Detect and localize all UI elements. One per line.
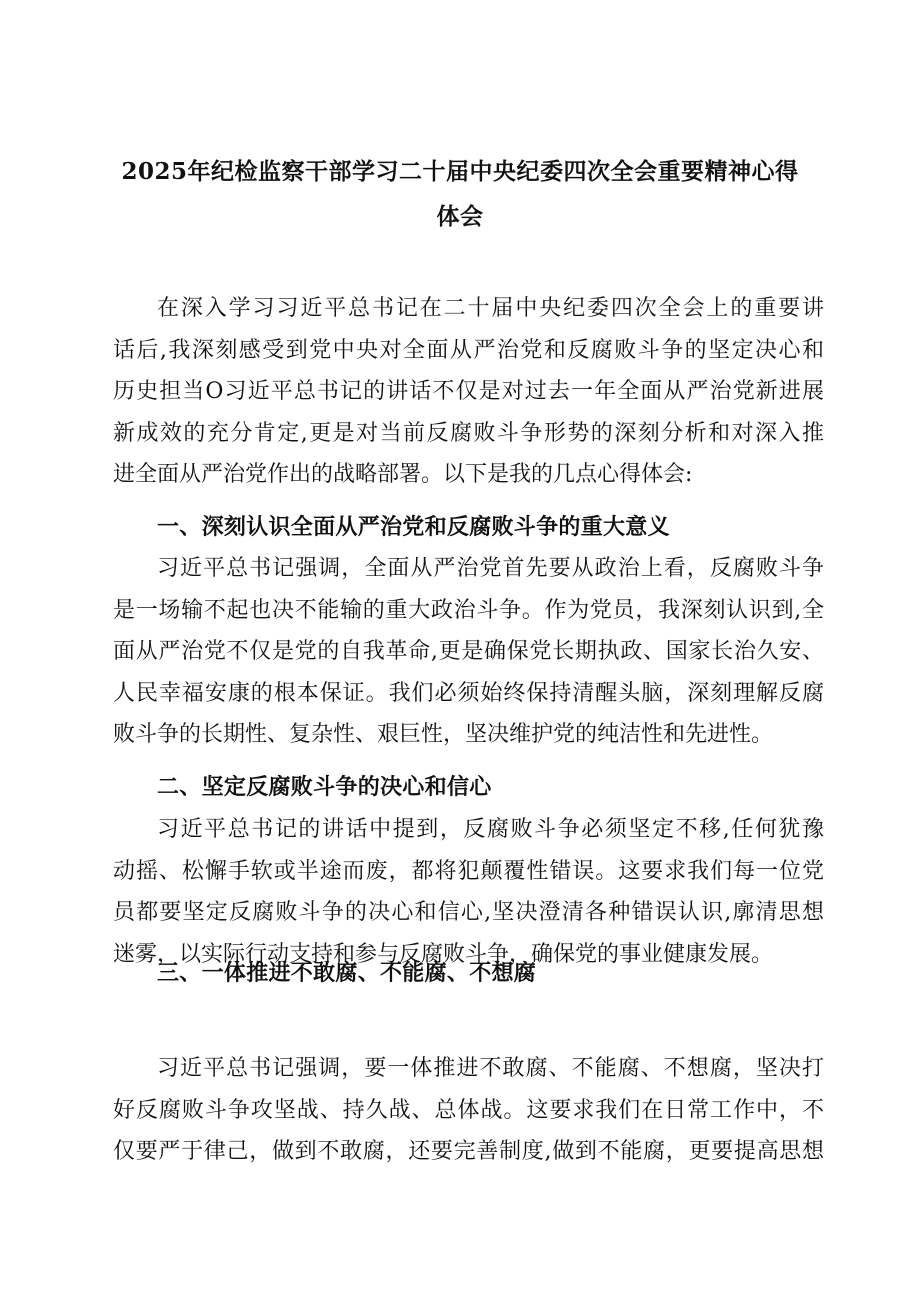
paragraph-line: 习近平总书记强调，要一体推进不敢腐、不能腐、不想腐，坚决打: [157, 1056, 824, 1081]
paragraph-intro: [113, 288, 824, 496]
paragraph-section-3: [113, 1048, 824, 1173]
paragraph-line: 迷雾，以实际行动支持和参与反腐败斗争，确保党的事业健康发展。: [113, 941, 774, 967]
paragraph-line: 习近平总书记强调，全面从严治党首先要从政治上看，反腐败斗争: [157, 556, 824, 581]
paragraph-line: 习近平总书记的讲话中提到，反腐败斗争必须坚定不移,任何犹豫: [157, 817, 824, 842]
section-heading-3: 三、一体推进不敢腐、不能腐、不想腐: [157, 960, 537, 986]
paragraph-line: 好反腐败斗争攻坚战、持久战、总体战。这要求我们在日常工作中，不: [113, 1097, 824, 1123]
document-title-line-2: 体会: [436, 203, 484, 230]
paragraph-line: 员都要坚定反腐败斗争的决心和信心,坚决澄清各种错误认识,廓清思想: [113, 900, 824, 926]
section-heading-2: 二、坚定反腐败斗争的决心和信心: [157, 774, 492, 800]
paragraph-line: 在深入学习习近平总书记在二十届中央纪委四次全会上的重要讲: [157, 296, 824, 321]
paragraph-line: 历史担当O习近平总书记的讲话不仅是对过去一年全面从严治党新进展: [113, 379, 824, 405]
paragraph-section-2: [113, 809, 824, 975]
section-heading-1: 一、深刻认识全面从严治党和反腐败斗争的重大意义: [157, 514, 670, 540]
paragraph-line: 败斗争的长期性、复杂性、艰巨性，坚决维护党的纯洁性和先进性。: [113, 722, 774, 748]
paragraph-line: 是一场输不起也决不能输的重大政治斗争。作为党员，我深刻认识到,全: [113, 597, 824, 623]
paragraph-line: 动摇、松懈手软或半途而废，都将犯颠覆性错误。这要求我们每一位党: [113, 858, 824, 884]
paragraph-line: 仅要严于律己，做到不敢腐，还要完善制度,做到不能腐，更要提高思想: [113, 1139, 824, 1165]
paragraph-section-1: [113, 548, 824, 756]
paragraph-line: 人民幸福安康的根本保证。我们必须始终保持清醒头脑，深刻理解反腐: [113, 680, 824, 706]
paragraph-line: 面从严治党不仅是党的自我革命,更是确保党长期执政、国家长治久安、: [113, 639, 824, 665]
document-title-line-1: 2025年纪检监察干部学习二十届中央纪委四次全会重要精神心得: [121, 158, 799, 185]
paragraph-line: 话后,我深刻感受到党中央对全面从严治党和反腐败斗争的坚定决心和: [113, 337, 824, 363]
paragraph-line: 新成效的充分肯定,更是对当前反腐败斗争形势的深刻分析和对深入推: [113, 420, 824, 446]
paragraph-line: 进全面从严治党作出的战略部署。以下是我的几点心得体会:: [113, 462, 693, 488]
